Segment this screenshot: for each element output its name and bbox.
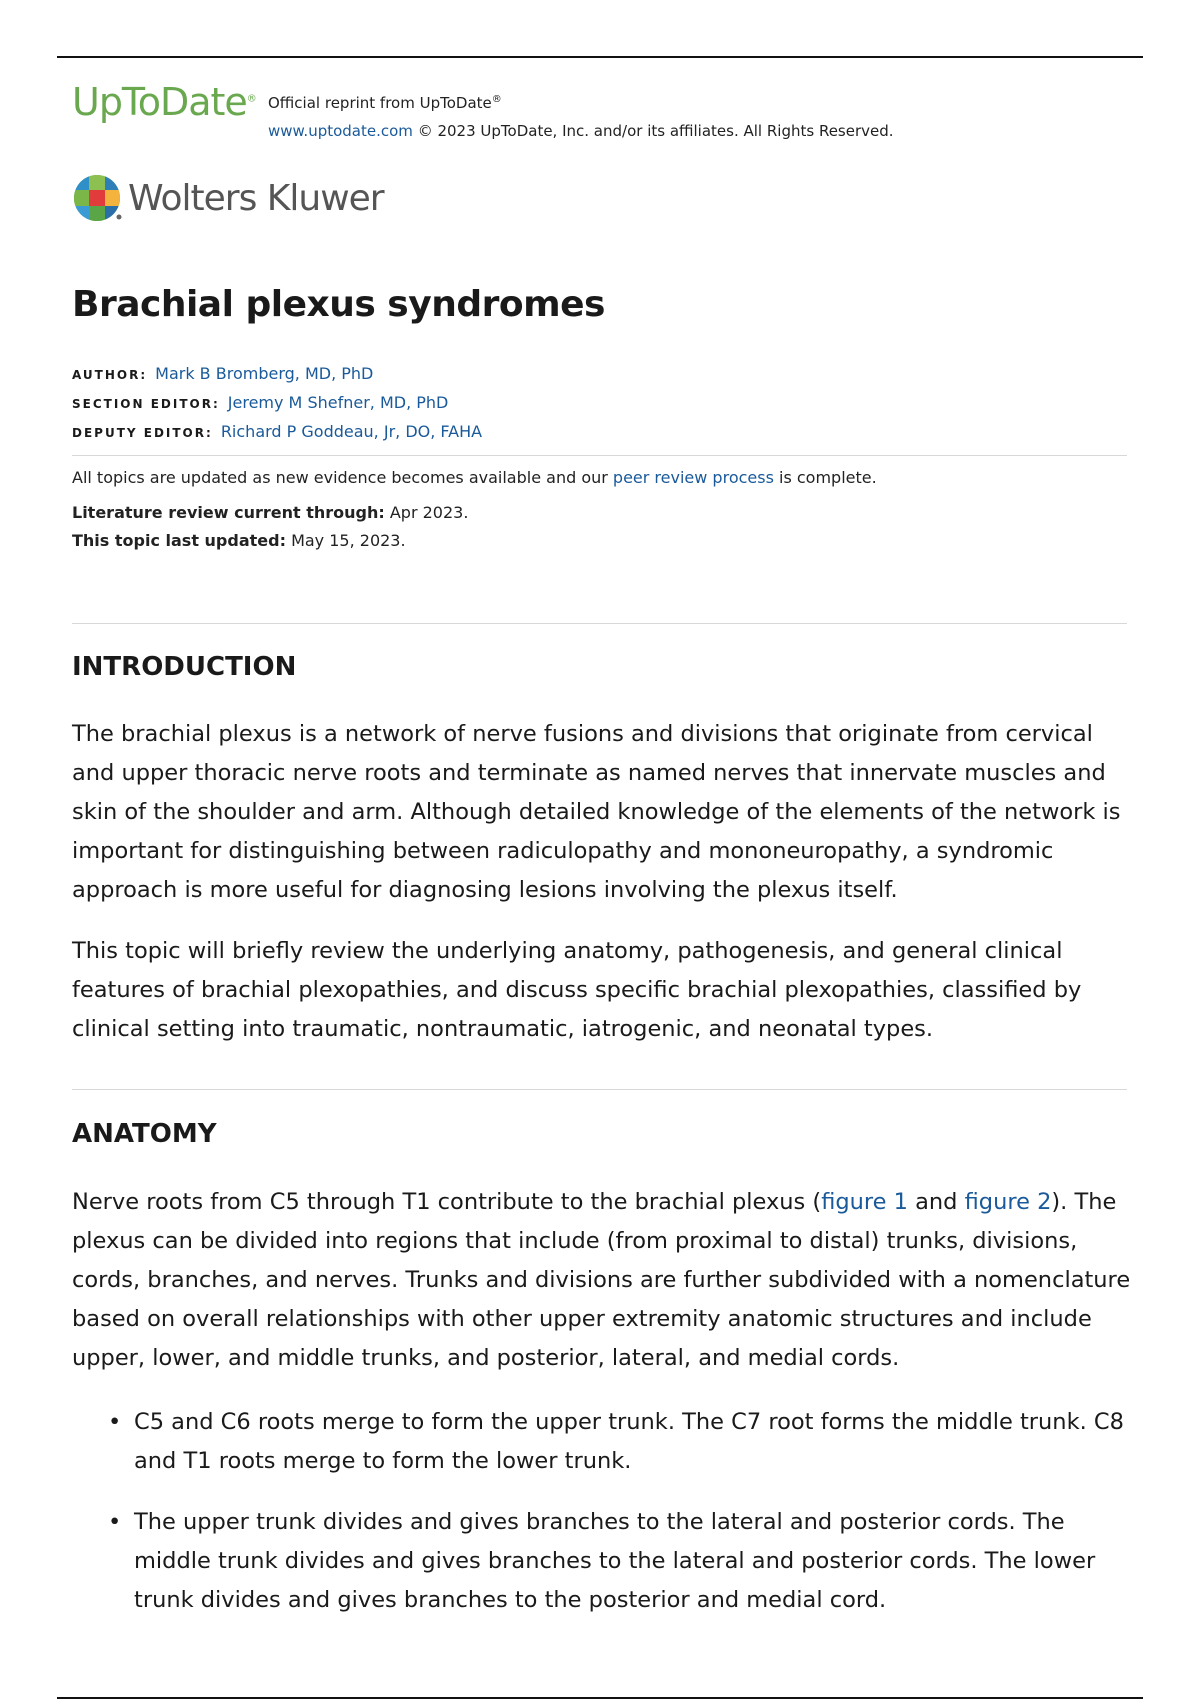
top-rule — [57, 56, 1143, 58]
anatomy-body — [72, 1183, 1132, 1400]
paragraph: The brachial plexus is a network of nerve fusions and divisions that originate from cervical and upper thoracic nerve roots and terminate as named nerves that innervate muscles and skin of the shoulder and arm. Although detailed knowledge of the elements of the network is important for distinguishing between radiculopathy and mononeuropathy, a syndromic approach is more useful for diagnosing lesions involving the plexus itself. — [72, 721, 1121, 903]
reprint-notice: Official reprint from UpToDate® www.uptodate.com © 2023 UpToDate, Inc. and/or its affiliates. All Rights Reserved. — [268, 94, 894, 140]
introduction-body — [72, 715, 1132, 1071]
last-updated-date: This topic last updated: May 15, 2023. — [72, 531, 406, 550]
credits — [72, 360, 482, 447]
section-editor-link[interactable]: Jeremy M Shefner, MD, PhD — [227, 393, 449, 412]
divider — [72, 455, 1127, 456]
paragraph: This topic will briefly review the underlying anatomy, pathogenesis, and general clinical features of brachial plexopathies, and discuss specific brachial plexopathies, classified by clinical setting into traumatic, nontraumatic, iatrogenic, and neonatal types. — [72, 938, 1082, 1042]
credit-author: AUTHOR: Mark B Bromberg, MD, PhD — [72, 364, 374, 383]
topic-meta — [72, 468, 877, 555]
author-link[interactable]: Mark B Bromberg, MD, PhD — [155, 364, 374, 383]
peer-review-link[interactable]: peer review process — [612, 468, 774, 487]
reprint-text: Official reprint from UpToDate — [268, 94, 492, 112]
update-note: All topics are updated as new evidence becomes available and our peer review process is complete. — [72, 468, 877, 487]
divider — [72, 623, 1127, 624]
uptodate-site-link[interactable]: www.uptodate.com — [268, 122, 413, 140]
credit-deputy-editor: DEPUTY EDITOR: Richard P Goddeau, Jr, DO, FAHA — [72, 422, 483, 441]
section-heading-introduction: INTRODUCTION — [72, 652, 297, 682]
divider — [72, 1089, 1127, 1090]
wolters-kluwer-globe-icon — [72, 173, 122, 223]
anatomy-bullet-list — [100, 1403, 1130, 1642]
figure-2-link[interactable]: figure 2 — [964, 1189, 1052, 1215]
deputy-editor-link[interactable]: Richard P Goddeau, Jr, DO, FAHA — [220, 422, 483, 441]
list-item: • C5 and C6 roots merge to form the upper trunk. The C7 root forms the middle trunk. C8 and T1 roots merge to form the lower trunk. — [108, 1409, 1124, 1474]
uptodate-logo: UpToDate® — [72, 80, 256, 124]
section-heading-anatomy: ANATOMY — [72, 1119, 217, 1149]
copyright-text: © 2023 UpToDate, Inc. and/or its affiliates. All Rights Reserved. — [417, 122, 894, 140]
page-title: Brachial plexus syndromes — [72, 284, 605, 325]
list-item: • The upper trunk divides and gives branches to the lateral and posterior cords. The middle trunk divides and gives branches to the lateral and posterior cords. The lower trunk divides and gives branches to the posterior and medial cord. — [108, 1509, 1096, 1613]
figure-1-link[interactable]: figure 1 — [821, 1189, 908, 1215]
wolters-kluwer-logo — [72, 172, 384, 224]
paragraph: Nerve roots from C5 through T1 contribute to the brachial plexus (figure 1 and figure 2). The plexus can be divided into regions that include (from proximal to distal) trunks, divisions, cords, branches, and nerves. Trunks and divisions are further subdivided with a nomenclature based on overall relationships with other upper extremity anatomic structures and include upper, lower, and middle trunks, and posterior, lateral, and medial cords. — [72, 1189, 1131, 1371]
credit-section-editor: SECTION EDITOR: Jeremy M Shefner, MD, PhD — [72, 393, 449, 412]
publisher-name: Wolters Kluwer — [128, 177, 384, 219]
literature-review-date: Literature review current through: Apr 2023. — [72, 503, 469, 522]
bottom-rule — [57, 1697, 1143, 1699]
